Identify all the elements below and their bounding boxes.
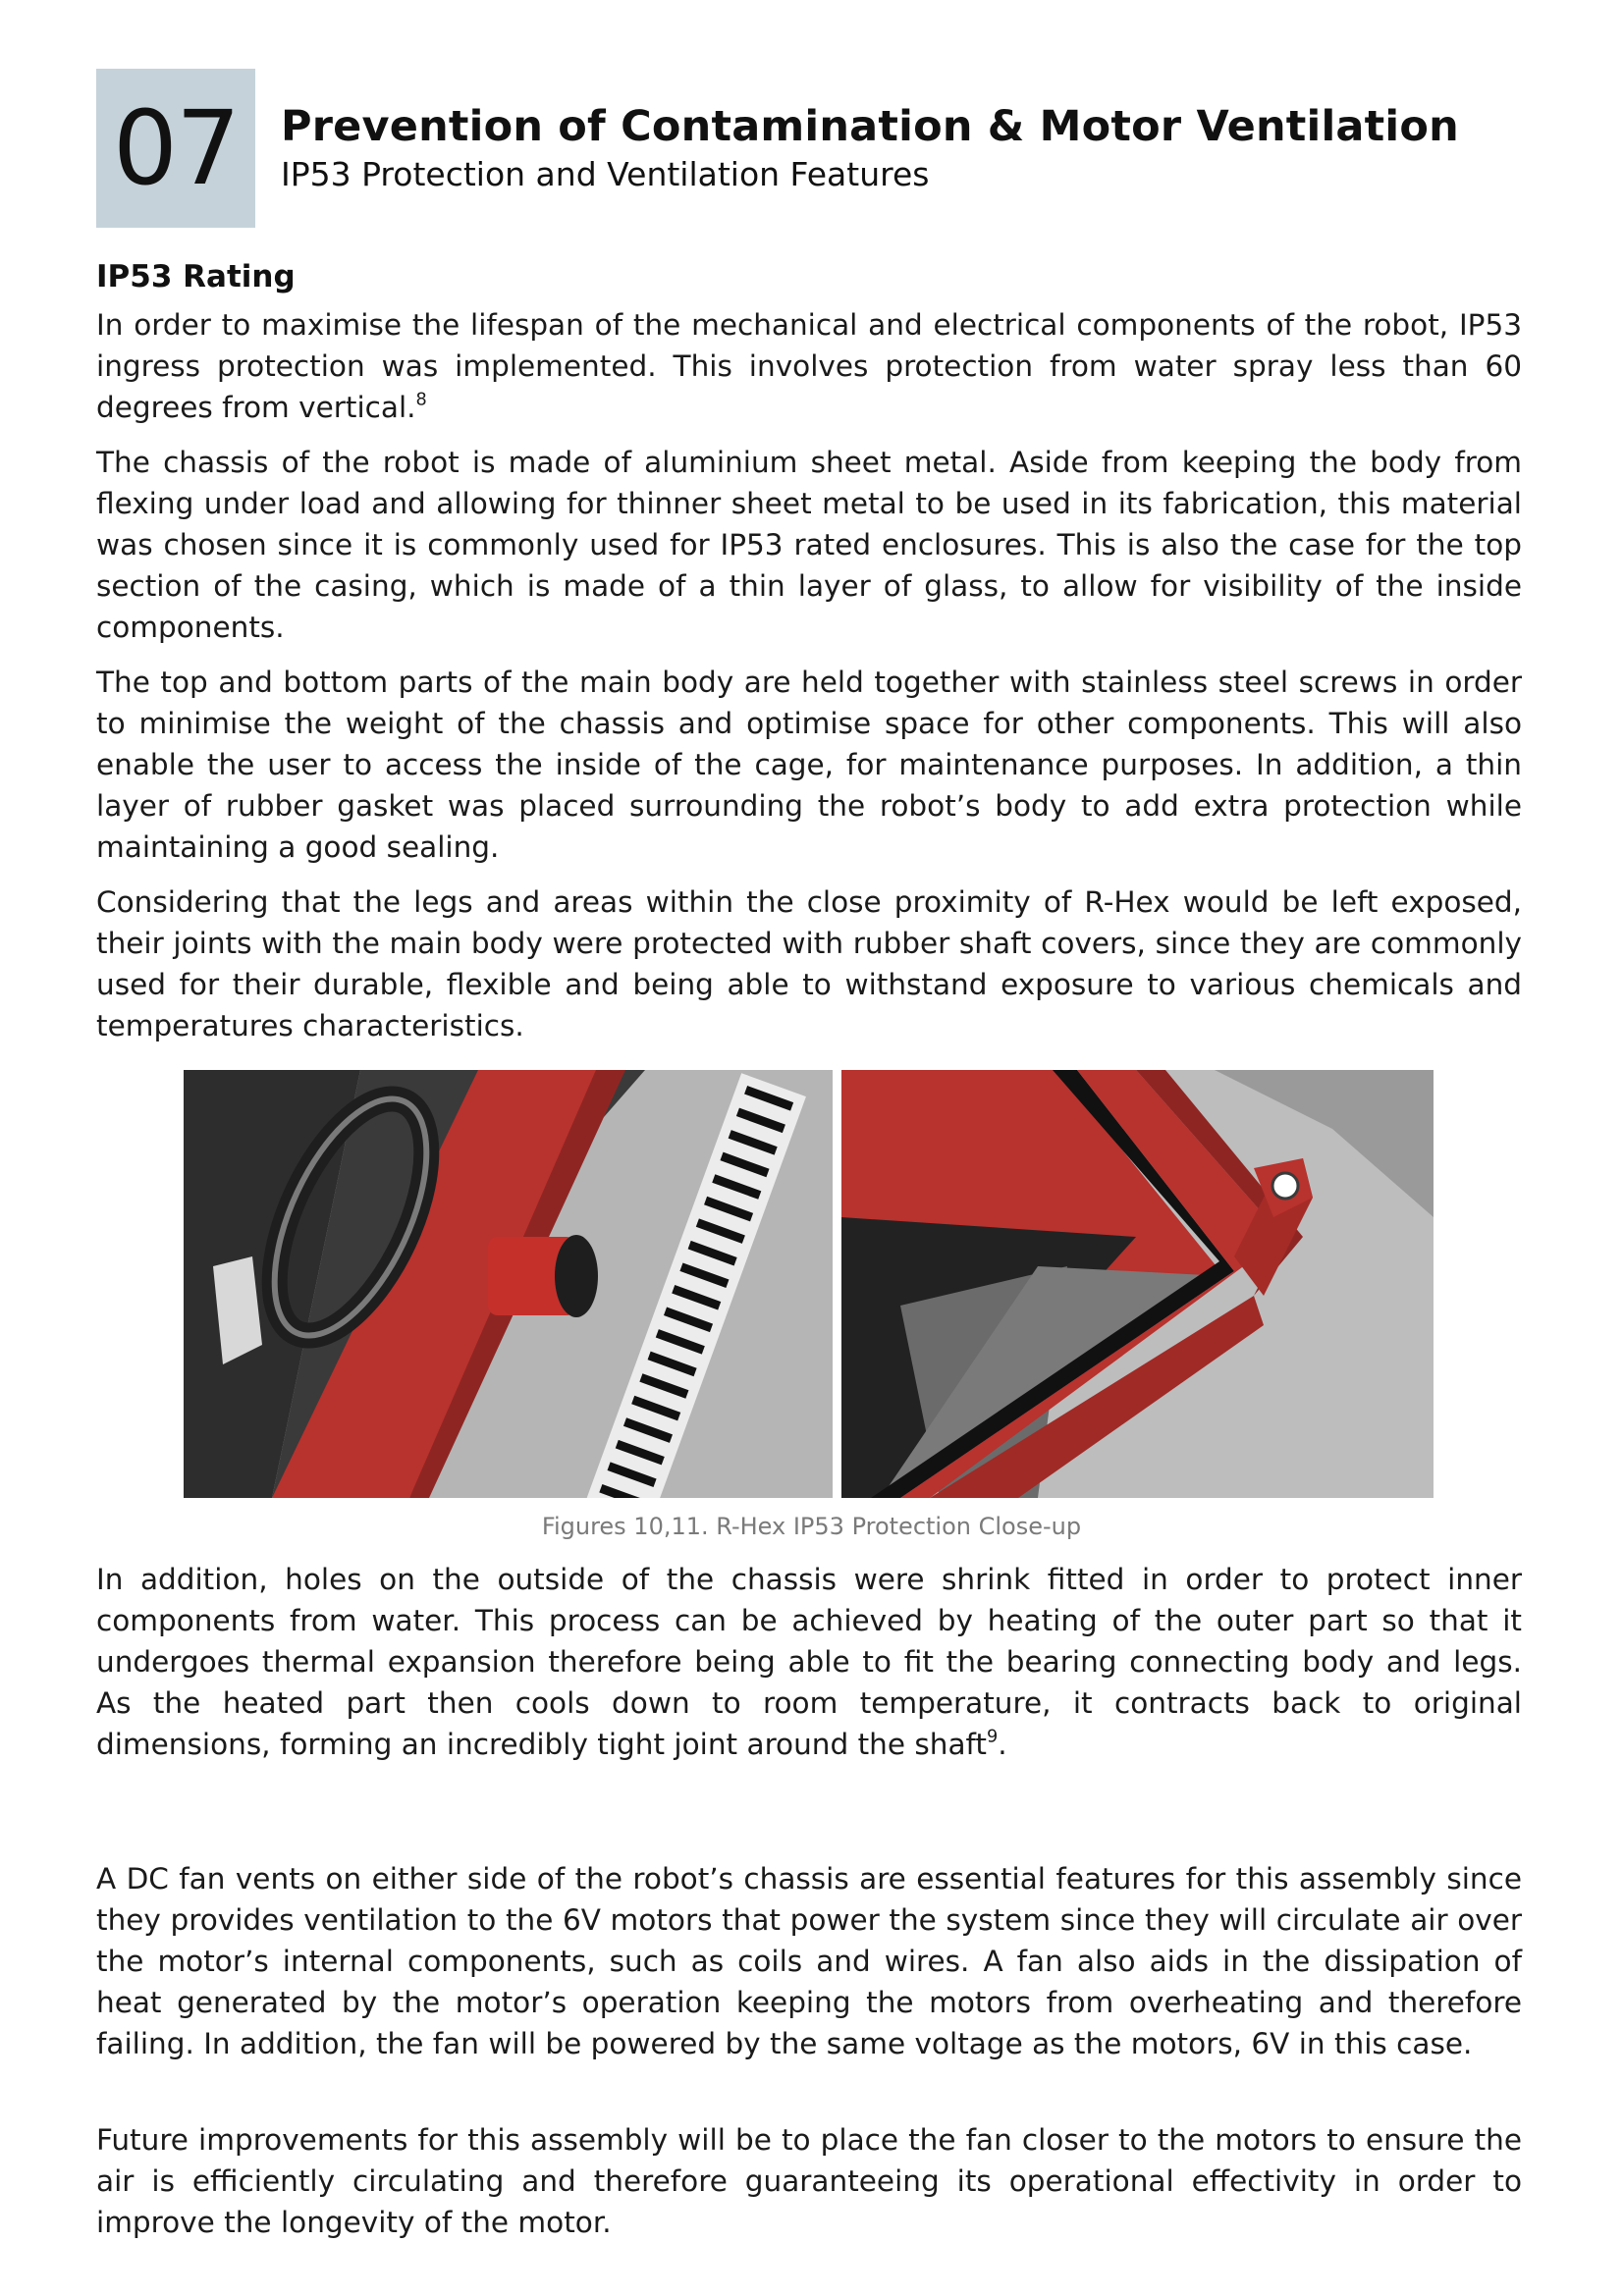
page-subtitle: IP53 Protection and Ventilation Features — [281, 155, 930, 193]
figure-11-render — [841, 1070, 1434, 1498]
chapter-number: 07 — [112, 88, 240, 208]
paragraph-text: In addition, holes on the outside of the chassis were shrink fitted in order to protect inner components from water. This process can be achieved by heating of the outer part so that it undergoes thermal expansion therefore being able to fit the bearing connecting body and legs. As the heated part then cools down to room temperature, it contracts back to original dimensions, forming an incredibly tight joint around the shaft — [96, 1563, 1522, 1761]
footnote-reference: 8 — [415, 390, 427, 410]
paragraph-text: In order to maximise the lifespan of the mechanical and electrical components of the robot, IP53 ingress protection was implemented. This involves protection from water spray less than 60 degrees from vertical. — [96, 308, 1522, 424]
section-heading: IP53 Rating — [96, 259, 296, 294]
page-title: Prevention of Contamination & Motor Ventilation — [281, 102, 1459, 151]
paragraph-end: . — [998, 1728, 1007, 1761]
paragraph-shaft-covers: Considering that the legs and areas within the close proximity of R-Hex would be left exposed, their joints with the main body were protected with rubber shaft covers, since they are commonly used for their durable, flexible and being able to withstand exposure to various chemicals and temperatures characteristics. — [96, 885, 1522, 1042]
paragraph-dc-fan: A DC fan vents on either side of the robot’s chassis are essential features for this assembly since they provides ventilation to the 6V motors that power the system since they will circulate air over the motor’s internal components, such as coils and wires. A fan also aids in the dissipation of heat generated by the motor’s operation keeping the motors from overheating and therefore failing. In addition, the fan will be powered by the same voltage as the motors, 6V in this case. — [96, 1862, 1522, 2060]
paragraph-ip53-intro — [96, 304, 1522, 428]
figure-10-render — [184, 1070, 833, 1498]
figure-11-gasket-closeup — [841, 1070, 1434, 1498]
figure-caption: Figures 10,11. R-Hex IP53 Protection Close-up — [541, 1513, 1082, 1540]
paragraph-chassis-material: The chassis of the robot is made of aluminium sheet metal. Aside from keeping the body from flexing under load and allowing for thinner sheet metal to be used in its fabrication, this material was chosen since it is commonly used for IP53 rated enclosures. This is also the case for the top section of the casing, which is made of a thin layer of glass, to allow for visibility of the inside components. — [96, 446, 1522, 644]
paragraph-screws-gasket: The top and bottom parts of the main body are held together with stainless steel screws in order to minimise the weight of the chassis and optimise space for other components. This will also enable the user to access the inside of the cage, for maintenance purposes. In addition, a thin layer of rubber gasket was placed surrounding the robot’s body to add extra protection while maintaining a good sealing. — [96, 666, 1522, 864]
figure-10-shaft-closeup — [184, 1070, 833, 1498]
paragraph-shrink-fit — [96, 1559, 1522, 1765]
footnote-reference: 9 — [986, 1727, 999, 1747]
chapter-number-box — [96, 69, 255, 228]
paragraph-future-improvements: Future improvements for this assembly will be to place the fan closer to the motors to ensure the air is efficiently circulating and therefore guaranteeing its operational effectivity in order to improve the longevity of the motor. — [96, 2123, 1522, 2239]
